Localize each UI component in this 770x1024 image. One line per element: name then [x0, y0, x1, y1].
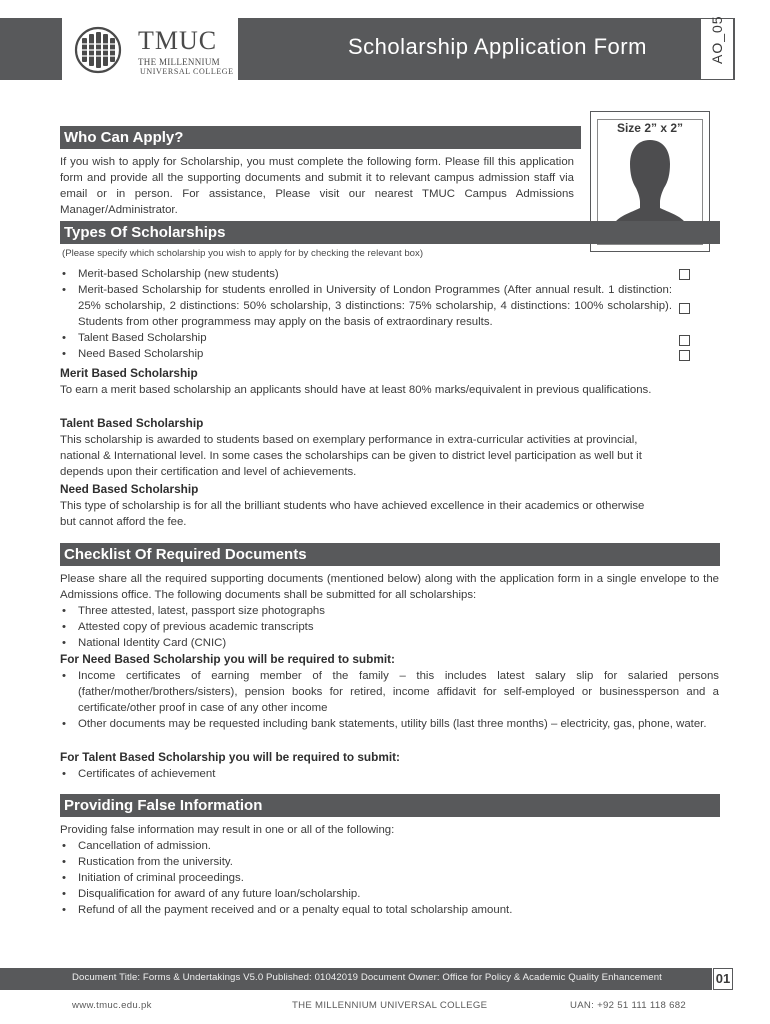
need-heading: Need Based Scholarship	[60, 482, 199, 496]
talent-heading: Talent Based Scholarship	[60, 416, 204, 430]
merit-text: To earn a merit based scholarship an applicants should have at least 80% marks/equivalent in previous qualifications.	[60, 384, 652, 396]
list-item: • Merit-based Scholarship (new students)	[60, 266, 672, 282]
false-info-intro: Providing false information may result in one or all of the following:	[60, 824, 395, 836]
logo-name: TMUC	[138, 26, 218, 55]
need-text: This type of scholarship is for all the brilliant students who have achieved excellence in their academics or otherwise but cannot afford the fee.	[60, 500, 645, 528]
need-documents-list	[60, 668, 719, 732]
logo-subtitle-2: UNIVERSAL COLLEGE	[140, 67, 234, 76]
list-item: • Other documents may be requested including bank statements, utility bills (last three months) – electricity, gas, phone, water.	[60, 716, 719, 732]
list-item: • Three attested, latest, passport size photographs	[60, 603, 719, 619]
list-item: • Attested copy of previous academic transcripts	[60, 619, 719, 635]
footer-college-name: THE MILLENNIUM UNIVERSAL COLLEGE	[292, 1000, 488, 1011]
talent-checkbox[interactable]	[679, 335, 690, 346]
list-item: • Disqualification for award of any future loan/scholarship.	[60, 886, 719, 902]
section-types-of-scholarships: Types Of Scholarships	[56, 221, 720, 244]
need-checkbox[interactable]	[679, 350, 690, 361]
merit-uol-checkbox[interactable]	[679, 303, 690, 314]
scholarship-type-list	[60, 266, 672, 362]
footer-document-line: Document Title: Forms & Undertakings V5.0 Published: 01042019 Document Owner: Office for Policy & Academic Quality Enhancement	[72, 972, 662, 983]
talent-documents-heading: For Talent Based Scholarship you will be required to submit:	[60, 750, 400, 764]
section-checklist: Checklist Of Required Documents	[56, 543, 720, 566]
list-item: • Certificates of achievement	[60, 766, 719, 782]
need-documents-heading: For Need Based Scholarship you will be required to submit:	[60, 652, 395, 666]
false-info-list	[60, 838, 719, 918]
list-item: • Income certificates of earning member of the family – this includes latest salary slip for salaried persons (father/mother/brothers/sisters), pension books for retired, income affidavit for self-employed or businessperson and a certificate/other proof in case of any other income	[60, 668, 719, 716]
list-item: • Initiation of criminal proceedings.	[60, 870, 719, 886]
general-documents-list	[60, 603, 719, 651]
form-title: Scholarship Application Form	[348, 34, 647, 59]
footer-uan: UAN: +92 51 111 118 682	[570, 1000, 686, 1011]
who-can-apply-text: If you wish to apply for Scholarship, you must complete the following form. Please fill this application form and provide all the supporting documents and submit it to relevant campus admission staff via email or in person. For assistance, Please visit our nearest TMUC Campus Admissions Manager/Administrator.	[60, 156, 574, 216]
types-note: (Please specify which scholarship you wish to apply for by checking the relevant box)	[62, 248, 424, 259]
list-item: • Talent Based Scholarship	[60, 330, 672, 346]
list-item: • Cancellation of admission.	[60, 838, 719, 854]
list-item: • Refund of all the payment received and or a penalty equal to total scholarship amount.	[60, 902, 719, 918]
section-who-can-apply: Who Can Apply?	[56, 126, 581, 149]
list-item: • Need Based Scholarship	[60, 346, 672, 362]
checklist-intro: Please share all the required supporting documents (mentioned below) along with the application form in a single envelope to the Admissions office. The following documents shall be submitted for all scholarships:	[60, 573, 719, 601]
photo-size-label: Size 2” x 2”	[616, 121, 684, 135]
page-number: 01	[713, 968, 733, 990]
section-false-information: Providing False Information	[56, 794, 720, 817]
talent-text: This scholarship is awarded to students based on exemplary performance in extra-curricular activities at provincial, national & International level. In some cases the scholarships can be given to district level participation as well but it depends upon their certification and level of achievements.	[60, 434, 642, 478]
list-item: • National Identity Card (CNIC)	[60, 635, 719, 651]
merit-heading: Merit Based Scholarship	[60, 366, 198, 380]
list-item: • Merit-based Scholarship for students enrolled in University of London Programmes (After annual result. 1 distinction: 25% scholarship, 2 distinctions: 50% scholarship, 3 distinctions: 75% scholarship, 4 distinctions: 100% scholarship). Students from other programmess may apply on the basis of extraordinary results.	[60, 282, 672, 330]
talent-documents-list	[60, 766, 719, 782]
merit-new-checkbox[interactable]	[679, 269, 690, 280]
tmuc-logo-icon	[72, 24, 128, 76]
footer-website[interactable]: www.tmuc.edu.pk	[72, 1000, 152, 1011]
form-code: AO_05	[709, 15, 725, 64]
list-item: • Rustication from the university.	[60, 854, 719, 870]
logo-subtitle: THE MILLENNIUM	[138, 57, 220, 67]
